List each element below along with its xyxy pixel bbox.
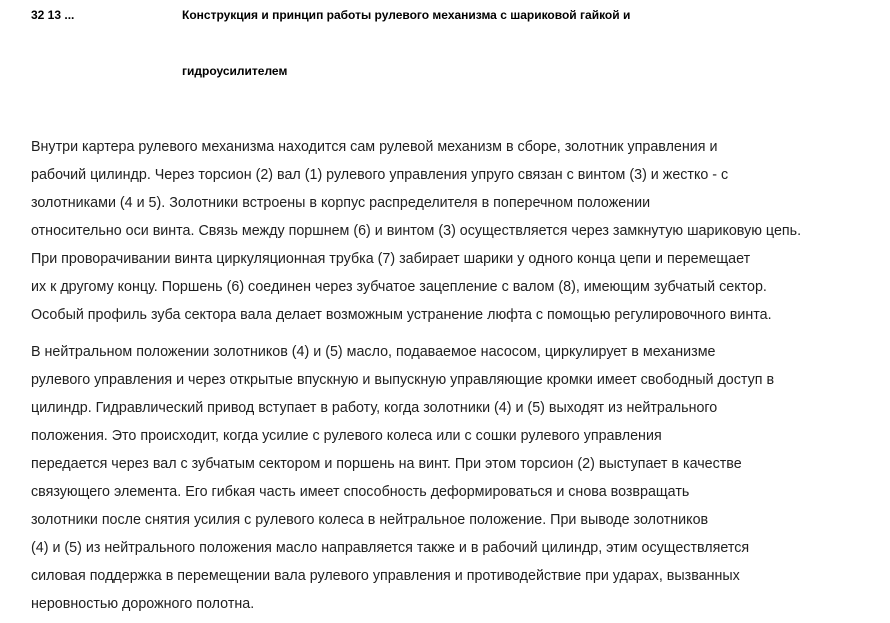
text-line: Особый профиль зуба сектора вала делает возможным устранение люфта с помощью регулировочного винта. [31,307,772,323]
text-line: цилиндр. Гидравлический привод вступает в работу, когда золотники (4) и (5) выходят из нейтрального [31,400,718,416]
text-line: их к другому концу. Поршень (6) соединен через зубчатое зацепление с валом (8), имеющим зубчатый сектор. [31,279,767,295]
page-title-line-2: гидроусилителем [182,64,288,78]
text-line: рабочий цилиндр. Через торсион (2) вал (1) рулевого управления упруго связан с винтом (3) и жестко - с [31,167,729,183]
text-line: Внутри картера рулевого механизма находится сам рулевой механизм в сборе, золотник управления и [31,139,718,155]
paragraph-2 [31,343,881,623]
text-line: (4) и (5) из нейтрального положения масло направляется также и в рабочий цилиндр, этим осуществляется [31,540,750,556]
text-line: При проворачивании винта циркуляционная трубка (7) забирает шарики у одного конца цепи и перемещает [31,251,751,267]
text-line: силовая поддержка в перемещении вала рулевого управления и противодействие при ударах, вызванных [31,568,740,584]
text-line: положения. Это происходит, когда усилие с рулевого колеса или с сошки рулевого управления [31,428,662,444]
text-line: относительно оси винта. Связь между поршнем (6) и винтом (3) осуществляется через замкнутую шариковую цепь. [31,223,802,239]
text-line: связующего элемента. Его гибкая часть имеет способность деформироваться и снова возвращать [31,484,690,500]
text-line: золотниками (4 и 5). Золотники встроены в корпус распределителя в поперечном положении [31,195,651,211]
section-number: 32 13 ... [31,8,75,22]
text-line: золотники после снятия усилия с рулевого колеса в нейтральное положение. При выводе золотников [31,512,709,528]
text-line: В нейтральном положении золотников (4) и (5) масло, подаваемое насосом, циркулирует в механизме [31,344,716,360]
paragraph-1 [31,138,881,334]
text-line: рулевого управления и через открытые впускную и выпускную управляющие кромки имеет свободный доступ в [31,372,775,388]
page-title-line-1: Конструкция и принцип работы рулевого механизма с шариковой гайкой и [182,8,631,22]
text-line: неровностью дорожного полотна. [31,596,255,612]
text-line: передается через вал с зубчатым сектором и поршень на винт. При этом торсион (2) выступает в качестве [31,456,742,472]
